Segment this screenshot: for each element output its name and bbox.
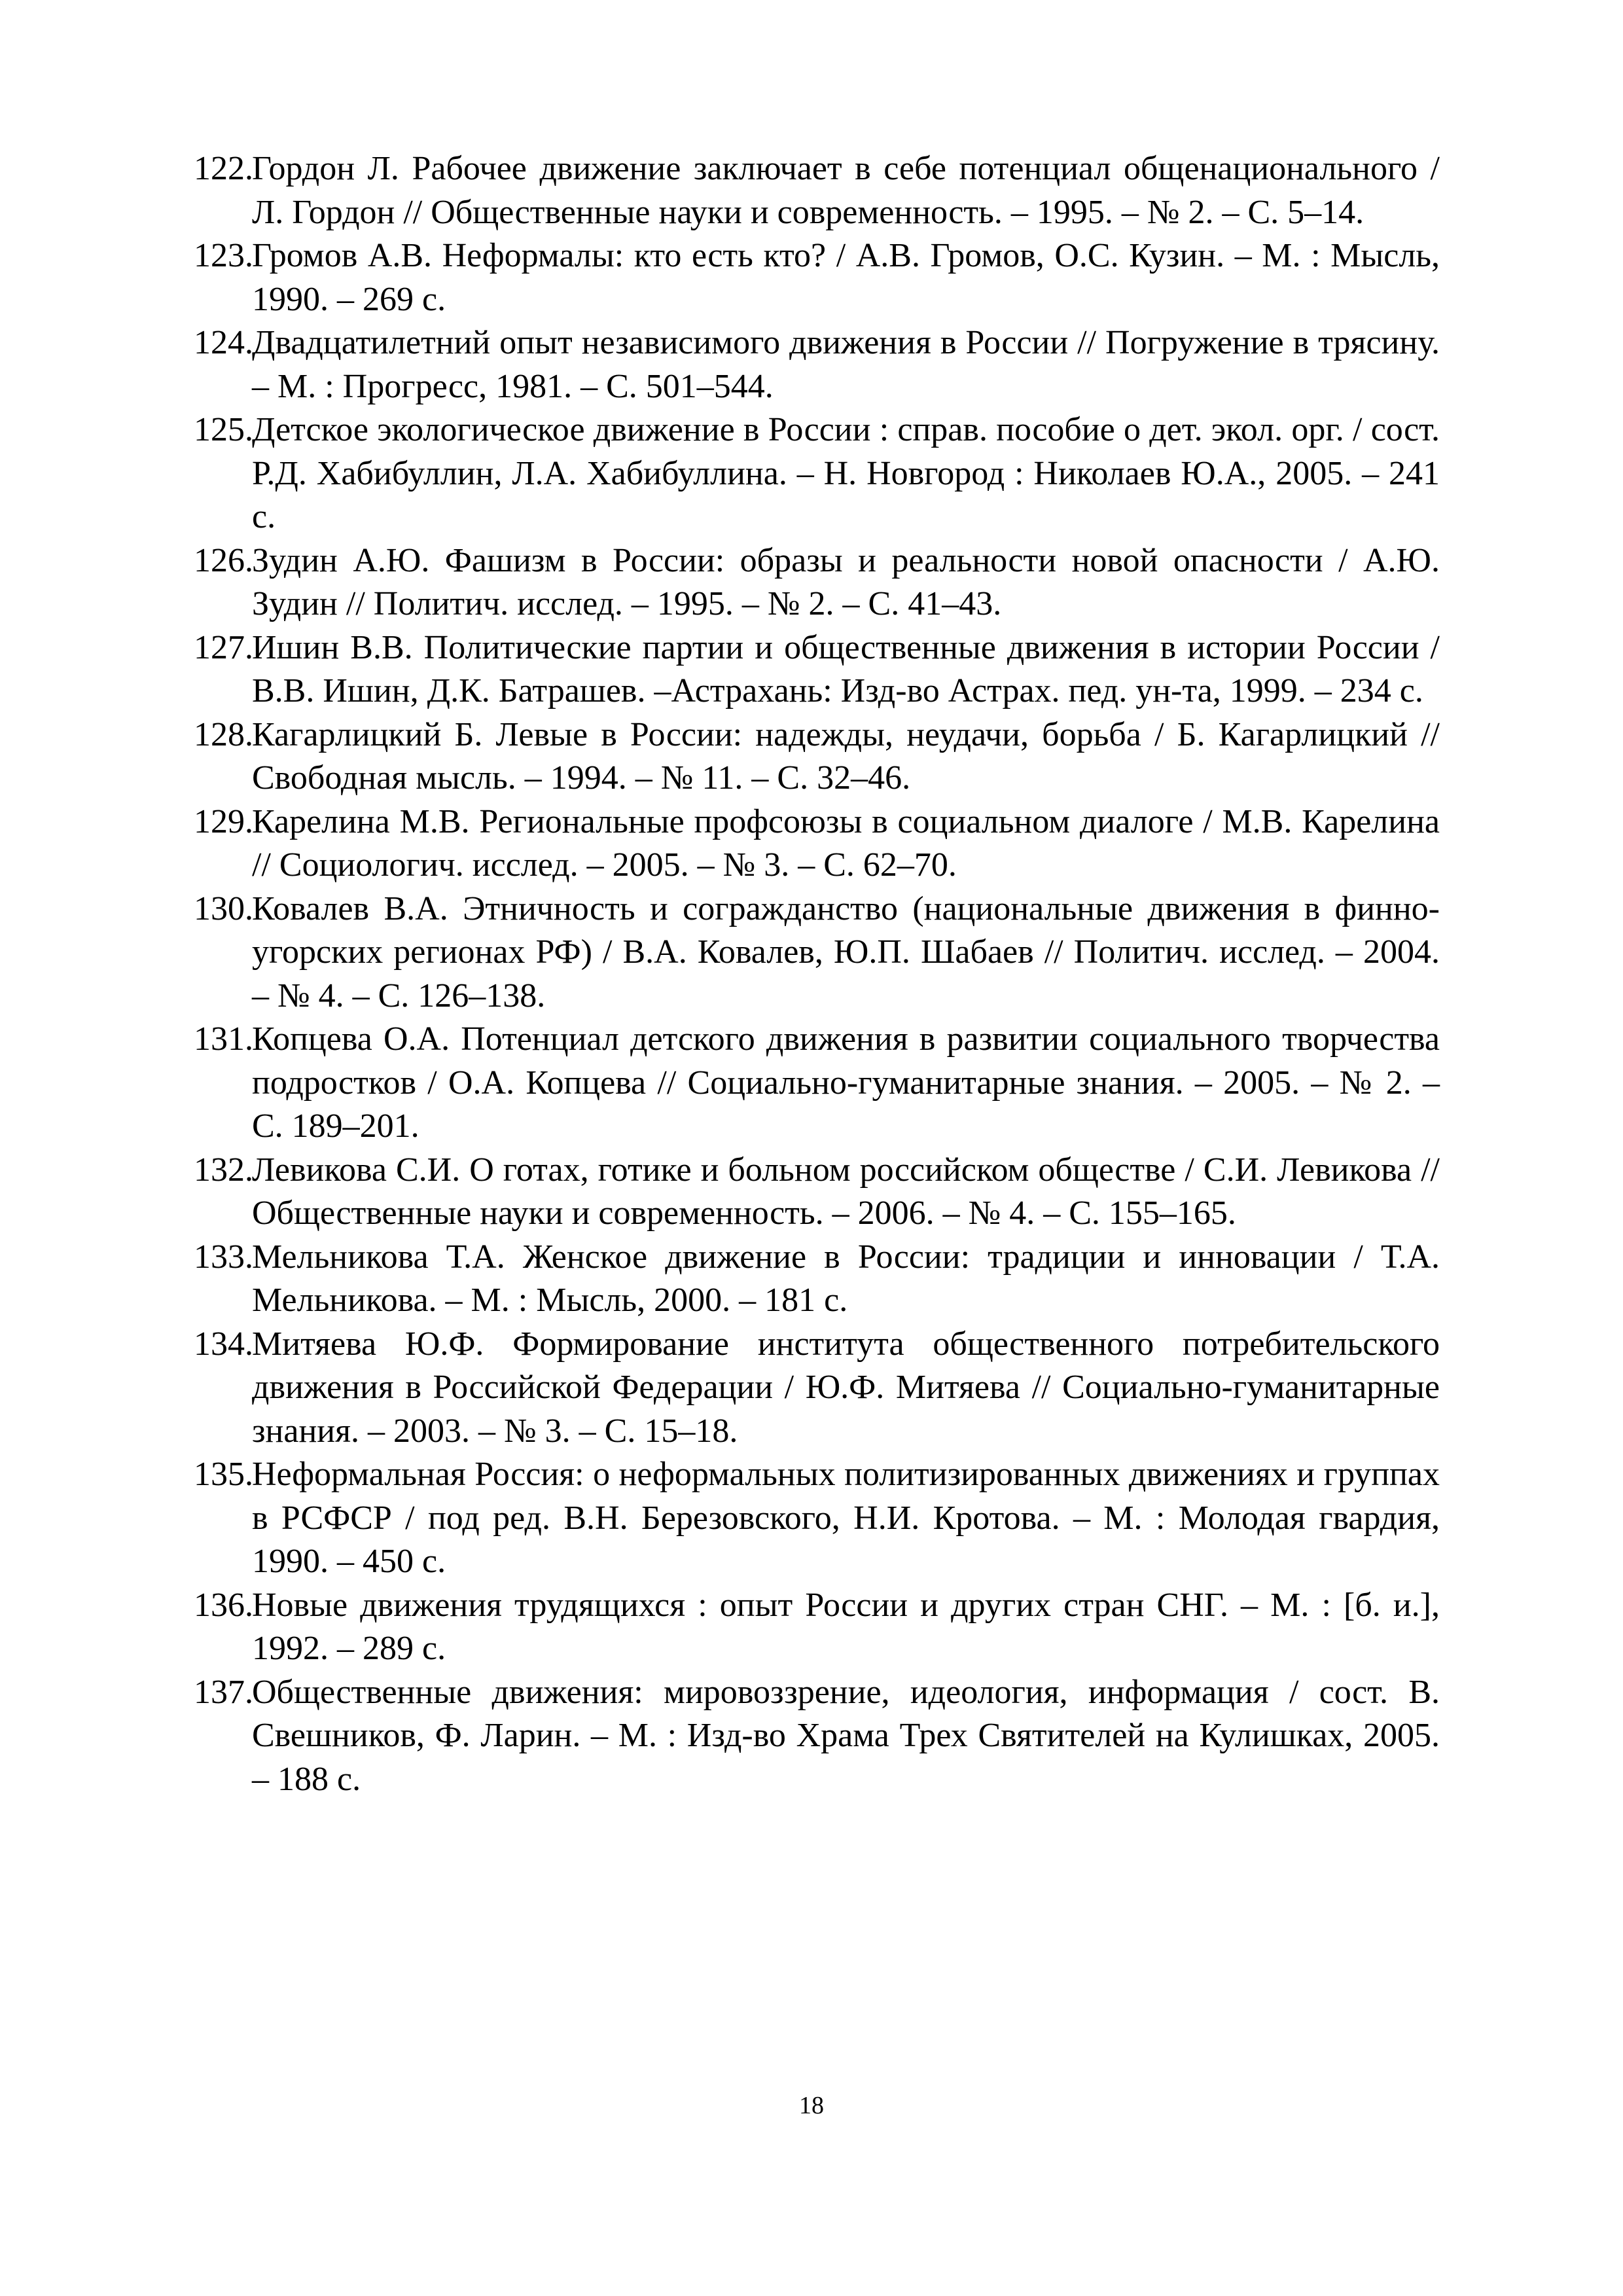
bibliography-entry <box>194 147 1440 234</box>
entry-text: Ковалев В.А. Этничность и согражданство (национальные движения в финно-угорских регионах РФ) / В.А. Ковалев, Ю.П. Шабаев // Политич. исслед. – 2004. – № 4. – С. 126–138. <box>252 889 1440 1014</box>
bibliography-entry <box>194 408 1440 539</box>
entry-text: Двадцатилетний опыт независимого движения в России // Погружение в трясину. – М. : Прогресс, 1981. – С. 501–544. <box>252 324 1440 405</box>
entry-text: Копцева О.А. Потенциал детского движения в развитии социального творчества подростков / О.А. Копцева // Социально-гуманитарные знания. – 2005. – № 2. – С. 189–201. <box>252 1020 1440 1145</box>
entry-number: 137. <box>194 1673 253 1711</box>
entry-text: Левикова С.И. О готах, готике и больном российском обществе / С.И. Левикова // Общественные науки и современность. – 2006. – № 4. – С. 155–165. <box>252 1151 1440 1232</box>
entry-text: Общественные движения: мировоззрение, идеология, информация / сост. В. Свешников, Ф. Ларин. – М. : Изд-во Храма Трех Святителей на Кулишках, 2005. – 188 с. <box>252 1673 1440 1798</box>
bibliography-entry <box>194 1323 1440 1454</box>
bibliography-entry <box>194 1453 1440 1584</box>
entry-text: Кагарлицкий Б. Левые в России: надежды, неудачи, борьба / Б. Кагарлицкий // Свободная мысль. – 1994. – № 11. – С. 32–46. <box>252 715 1440 797</box>
bibliography-entry <box>194 888 1440 1018</box>
entry-number: 123. <box>194 237 253 274</box>
entry-number: 124. <box>194 324 253 361</box>
entry-number: 130. <box>194 889 253 927</box>
entry-text: Митяева Ю.Ф. Формирование института общественного потребительского движения в Российской Федерации / Ю.Ф. Митяева // Социально-гуманитарные знания. – 2003. – № 3. – С. 15–18. <box>252 1325 1440 1450</box>
bibliography-entry <box>194 713 1440 800</box>
bibliography-entry <box>194 539 1440 626</box>
entry-number: 122. <box>194 150 253 187</box>
entry-number: 127. <box>194 628 253 666</box>
entry-number: 136. <box>194 1586 253 1624</box>
bibliography-entry <box>194 1236 1440 1323</box>
entry-text: Мельникова Т.А. Женское движение в России: традиции и инновации / Т.А. Мельникова. – М. : Мысль, 2000. – 181 с. <box>252 1238 1440 1319</box>
entry-text: Новые движения трудящихся : опыт России и других стран СНГ. – М. : [б. и.], 1992. – 289 с. <box>252 1586 1440 1667</box>
entry-text: Карелина М.В. Региональные профсоюзы в социальном диалоге / М.В. Карелина // Социологич. исслед. – 2005. – № 3. – С. 62–70. <box>252 802 1440 884</box>
entry-text: Громов А.В. Неформалы: кто есть кто? / А.В. Громов, О.С. Кузин. – М. : Мысль, 1990. – 269 с. <box>252 237 1440 318</box>
entry-number: 128. <box>194 715 253 753</box>
bibliography-entry <box>194 1018 1440 1149</box>
entry-text: Зудин А.Ю. Фашизм в России: образы и реальности новой опасности / А.Ю. Зудин // Политич. исслед. – 1995. – № 2. – С. 41–43. <box>252 541 1440 622</box>
entry-number: 125. <box>194 411 253 448</box>
entry-text: Ишин В.В. Политические партии и общественные движения в истории России / В.В. Ишин, Д.К. Батрашев. –Астрахань: Изд-во Астрах. пед. ун-та, 1999. – 234 с. <box>252 628 1440 709</box>
bibliography-entry <box>194 1584 1440 1671</box>
entry-text: Детское экологическое движение в России : справ. пособие о дет. экол. орг. / сост. Р.Д. Хабибуллин, Л.А. Хабибуллина. – Н. Новгород : Николаев Ю.А., 2005. – 241 с. <box>252 411 1440 535</box>
entry-number: 134. <box>194 1325 253 1363</box>
bibliography-entry <box>194 234 1440 321</box>
bibliography-entry <box>194 1671 1440 1802</box>
bibliography-entry <box>194 800 1440 888</box>
bibliography-entry <box>194 626 1440 713</box>
bibliography-entry <box>194 321 1440 408</box>
entry-text: Гордон Л. Рабочее движение заключает в себе потенциал общенационального / Л. Гордон // Общественные науки и современность. – 1995. – № 2. – С. 5–14. <box>252 150 1440 231</box>
page-number: 18 <box>799 2092 824 2119</box>
bibliography-list <box>194 147 1440 1801</box>
entry-number: 135. <box>194 1456 253 1493</box>
entry-number: 126. <box>194 541 253 579</box>
bibliography-entry <box>194 1149 1440 1236</box>
entry-number: 131. <box>194 1020 253 1058</box>
entry-number: 133. <box>194 1238 253 1276</box>
entry-number: 129. <box>194 802 253 840</box>
entry-number: 132. <box>194 1151 253 1189</box>
entry-text: Неформальная Россия: о неформальных политизированных движениях и группах в РСФСР / под ред. В.Н. Березовского, Н.И. Кротова. – М. : Молодая гвардия, 1990. – 450 с. <box>252 1456 1440 1580</box>
